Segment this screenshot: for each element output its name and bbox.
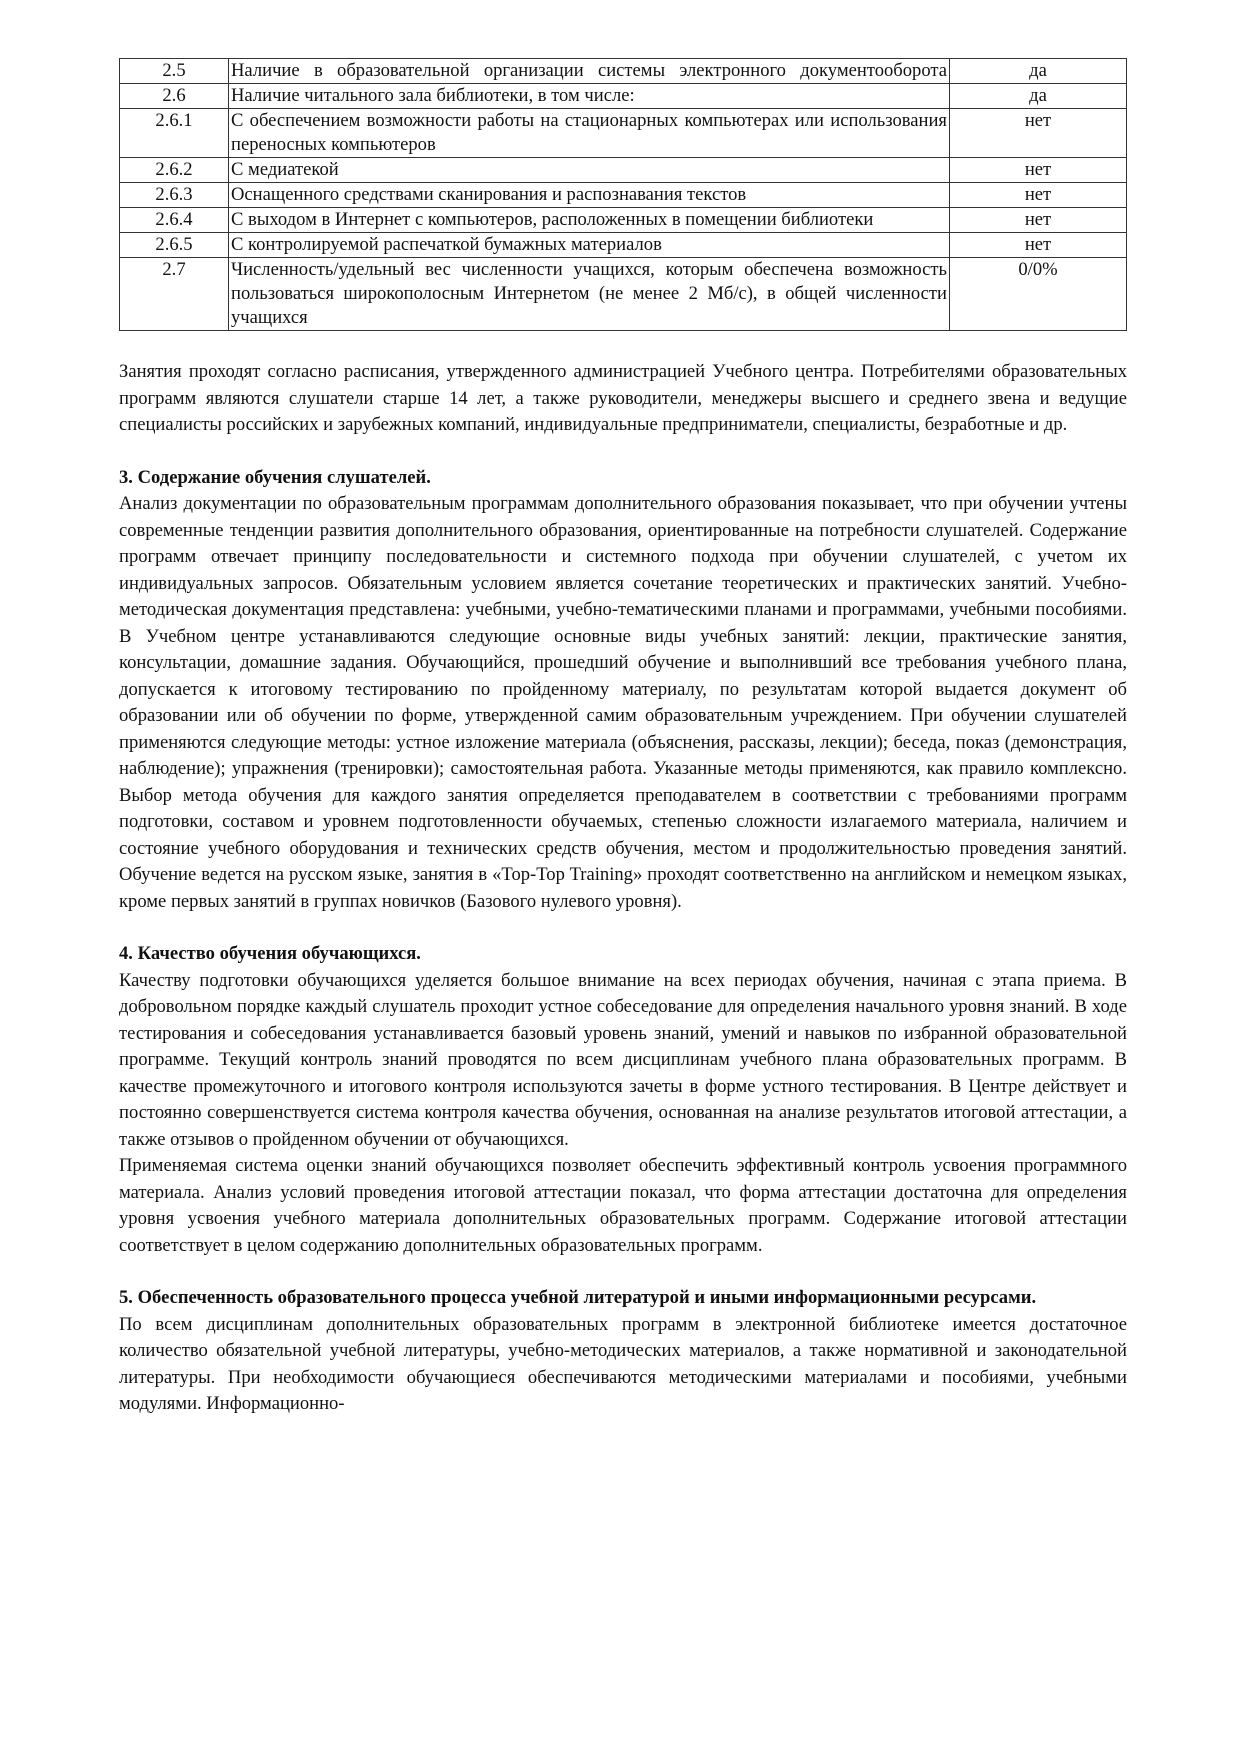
table-row xyxy=(120,233,1127,258)
section-4-paragraph-1: Качеству подготовки обучающихся уделяется большое внимание на всех периодах обучения, начиная с этапа приема. В добровольном порядке каждый слушатель проходит устное собеседование для определения начального уровня знаний. В ходе тестирования и собеседования устанавливается базовый уровень знаний, умений и навыков по избранной образовательной программе. Текущий контроль знаний проводятся по всем дисциплинам учебного плана образовательных программ. В качестве промежуточного и итогового контроля используются зачеты в форме устного тестирования. В Центре действует и постоянно совершенствуется система контроля качества обучения, основанная на анализе результатов итоговой аттестации, а также отзывов о пройденном обучении от обучающихся. xyxy=(119,969,1127,1150)
row-value: 0/0% xyxy=(950,258,1127,331)
section-3 xyxy=(119,465,1127,916)
section-5-heading: 5. Обеспеченность образовательного процесса учебной литературой и иными информационными ресурсами. xyxy=(119,1287,1037,1308)
row-value: нет xyxy=(950,233,1127,258)
intro-paragraph: Занятия проходят согласно расписания, утвержденного администрацией Учебного центра. Потребителями образовательных программ являются слушатели старше 14 лет, а также руководители, менеджеры высшего и среднего звена и ведущие специалисты российских и зарубежных компаний, индивидуальные предприниматели, специалисты, безработные и др. xyxy=(119,361,1127,435)
indicators-table xyxy=(119,58,1127,331)
row-description: С медиатекой xyxy=(229,158,950,183)
table-row xyxy=(120,258,1127,331)
row-description: Наличие читального зала библиотеки, в том числе: xyxy=(229,84,950,109)
section-5 xyxy=(119,1285,1127,1418)
row-value: да xyxy=(950,84,1127,109)
table-row xyxy=(120,208,1127,233)
table-row xyxy=(120,84,1127,109)
row-description: С контролируемой распечаткой бумажных материалов xyxy=(229,233,950,258)
row-description: С обеспечением возможности работы на стационарных компьютерах или использования переносных компьютеров xyxy=(229,109,950,158)
row-number: 2.7 xyxy=(120,258,229,331)
row-value: нет xyxy=(950,183,1127,208)
row-value: нет xyxy=(950,158,1127,183)
row-description: Оснащенного средствами сканирования и распознавания текстов xyxy=(229,183,950,208)
table-row xyxy=(120,109,1127,158)
row-number: 2.6 xyxy=(120,84,229,109)
table-row xyxy=(120,59,1127,84)
section-4-paragraph-2: Применяемая система оценки знаний обучающихся позволяет обеспечить эффективный контроль усвоения программного материала. Анализ условий проведения итоговой аттестации показал, что форма аттестации достаточна для определения уровня усвоения учебного материала дополнительных образовательных программ. Содержание итоговой аттестации соответствует в целом содержанию дополнительных образовательных программ. xyxy=(119,1155,1127,1256)
row-description: Наличие в образовательной организации системы электронного документооборота xyxy=(229,59,950,84)
section-4 xyxy=(119,941,1127,1259)
table-row xyxy=(120,158,1127,183)
section-4-heading: 4. Качество обучения обучающихся. xyxy=(119,943,421,964)
row-description: С выходом в Интернет с компьютеров, расположенных в помещении библиотеки xyxy=(229,208,950,233)
section-5-paragraph: По всем дисциплинам дополнительных образовательных программ в электронной библиотеке имеется достаточное количество обязательной учебной литературы, учебно-методических материалов, а также нормативной и законодательной литературы. При необходимости обучающиеся обеспечиваются методическими материалами и пособиями, учебными модулями. Информационно- xyxy=(119,1313,1127,1414)
row-number: 2.6.5 xyxy=(120,233,229,258)
row-value: нет xyxy=(950,109,1127,158)
row-value: нет xyxy=(950,208,1127,233)
document-page xyxy=(119,58,1127,1418)
section-3-heading: 3. Содержание обучения слушателей. xyxy=(119,466,431,488)
row-number: 2.6.4 xyxy=(120,208,229,233)
row-number: 2.6.1 xyxy=(120,109,229,158)
row-number: 2.5 xyxy=(120,59,229,84)
row-number: 2.6.3 xyxy=(120,183,229,208)
row-number: 2.6.2 xyxy=(120,158,229,183)
table-row xyxy=(120,183,1127,208)
section-3-paragraph: Анализ документации по образовательным программам дополнительного образования показывает, что при обучении учтены современные тенденции развития дополнительного образования, ориентированные на потребности слушателей. Содержание программ отвечает принципу последовательности и системного подхода при обучении слушателей, с учетом их индивидуальных запросов. Обязательным условием является сочетание теоретических и практических занятий. Учебно-методическая документация представлена: учебными, учебно-тематическими планами и программами, учебными пособиями. В Учебном центре устанавливаются следующие основные виды учебных занятий: лекции, практические занятия, консультации, домашние задания. Обучающийся, прошедший обучение и выполнивший все требования учебного плана, допускается к итоговому тестированию по пройденному материалу, по результатам которой выдается документ об образовании или об обучении по форме, утвержденной самим образовательным учреждением. При обучении слушателей применяются следующие методы: устное изложение материала (объяснения, рассказы, лекции); беседа, показ (демонстрация, наблюдение); упражнения (тренировки); самостоятельная работа. Указанные методы применяются, как правило комплексно. Выбор метода обучения для каждого занятия определяется преподавателем в соответствии с требованиями программ подготовки, составом и уровнем подготовленности обучаемых, степенью сложности излагаемого материала, наличием и состояние учебного оборудования и технических средств обучения, местом и продолжительностью проведения занятий. Обучение ведется на русском языке, занятия в «Top-Top Training» проходят соответственно на английском и немецком языках, кроме первых занятий в группах новичков (Базового нулевого уровня). xyxy=(119,493,1127,912)
row-value: да xyxy=(950,59,1127,84)
row-description: Численность/удельный вес численности учащихся, которым обеспечена возможность пользоваться широкополосным Интернетом (не менее 2 Мб/с), в общей численности учащихся xyxy=(229,258,950,331)
